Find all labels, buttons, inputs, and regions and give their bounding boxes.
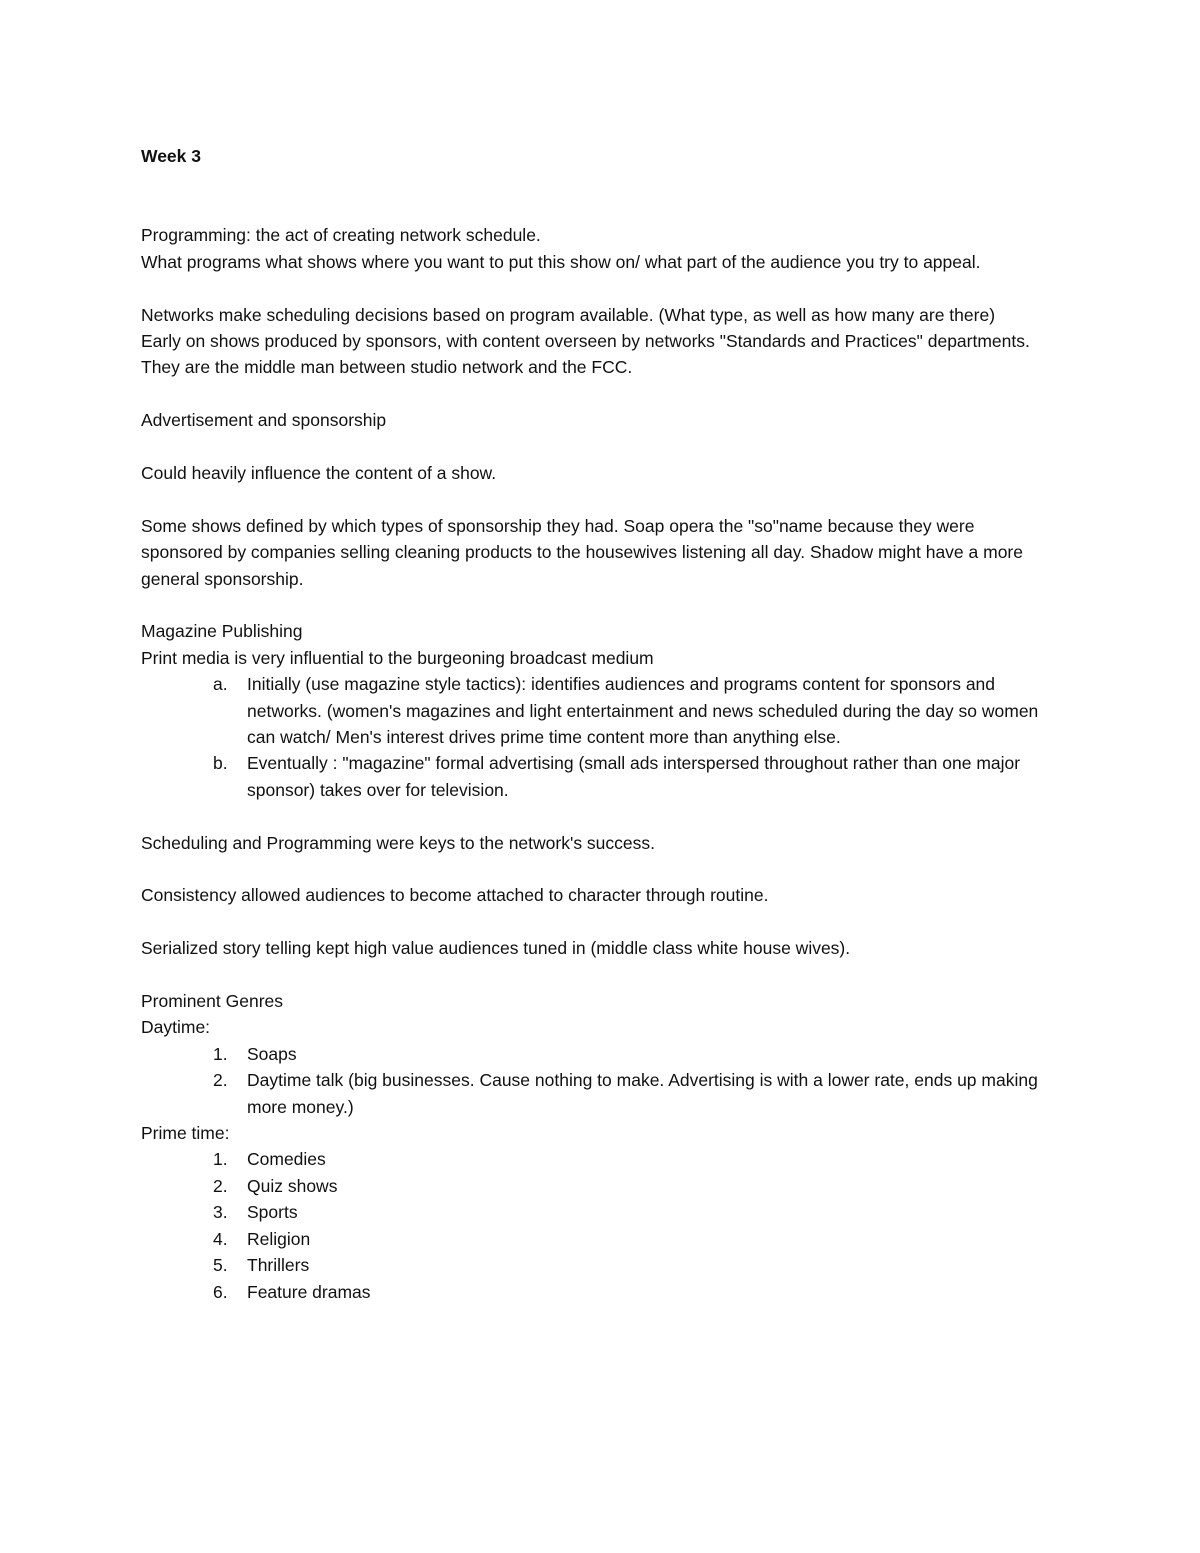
list-marker: 5. [213,1255,228,1276]
scheduling-keys-paragraph: Scheduling and Programming were keys to the network's success. [141,832,656,853]
consistency-paragraph: Consistency allowed audiences to become attached to character through routine. [141,885,769,906]
spacer [141,434,1061,460]
spacer [141,909,1061,935]
list-marker: 3. [213,1202,228,1223]
list-marker: b. [213,753,228,774]
list-item-text: Religion [247,1228,311,1249]
networks-decisions-paragraph: Networks make scheduling decisions based on program available. (What type, as well as how many are there) [141,304,996,325]
early-shows-paragraph: Early on shows produced by sponsors, with content overseen by networks "Standards and Practices" departments. They are the middle man between studio network and the FCC. [141,331,1030,378]
list-marker: 1. [213,1043,228,1064]
advertisement-influence: Could heavily influence the content of a show. [141,463,497,484]
list-item-text: Soaps [247,1043,297,1064]
magazine-intro: Print media is very influential to the burgeoning broadcast medium [141,647,654,668]
spacer [141,803,1061,829]
daytime-list [141,1041,1061,1120]
list-item [141,1199,1061,1225]
list-item-text: Eventually : "magazine" formal advertising (small ads interspersed throughout rather than one major sponsor) takes over for television. [247,753,1021,800]
list-marker: a. [213,674,228,695]
daytime-label: Daytime: [141,1017,211,1038]
list-item-text: Comedies [247,1149,326,1170]
list-item [141,1279,1061,1305]
list-marker: 1. [213,1149,228,1170]
page-title: Week 3 [141,146,201,166]
spacer [141,856,1061,882]
advertisement-heading: Advertisement and sponsorship [141,410,387,431]
magazine-heading: Magazine Publishing [141,621,303,642]
list-item [141,1067,1061,1120]
primetime-list [141,1146,1061,1304]
list-item-text: Thrillers [247,1255,310,1276]
list-item [141,1252,1061,1278]
list-marker: 2. [213,1070,228,1091]
primetime-label: Prime time: [141,1123,230,1144]
serialized-paragraph: Serialized story telling kept high value audiences tuned in (middle class white house wives). [141,938,851,959]
magazine-list [141,671,1061,803]
list-item [141,1226,1061,1252]
list-item-text: Initially (use magazine style tactics): identifies audiences and programs content for sponsors and networks. (women's magazines and light entertainment and news scheduled during the day so women can watch/ Men's interest drives prime time content more than anything else. [247,674,1039,748]
list-item-text: Quiz shows [247,1175,338,1196]
programming-detail: What programs what shows where you want to put this show on/ what part of the audience you try to appeal. [141,251,981,272]
spacer [141,592,1061,618]
list-item-text: Sports [247,1202,298,1223]
spacer [141,275,1061,301]
list-marker: 6. [213,1281,228,1302]
list-marker: 4. [213,1228,228,1249]
spacer [141,169,1061,222]
list-item-text: Daytime talk (big businesses. Cause nothing to make. Advertising is with a lower rate, ends up making more money.) [247,1070,1038,1117]
list-item [141,1173,1061,1199]
list-item [141,1146,1061,1172]
spacer [141,486,1061,512]
list-item [141,750,1061,803]
sponsorship-types-paragraph: Some shows defined by which types of sponsorship they had. Soap opera the "so"name because they were sponsored by companies selling cleaning products to the housewives listening all day. Shadow might have a more general sponsorship. [141,515,1023,589]
list-marker: 2. [213,1175,228,1196]
spacer [141,962,1061,988]
genres-heading: Prominent Genres [141,991,284,1012]
list-item-text: Feature dramas [247,1281,371,1302]
spacer [141,381,1061,407]
list-item [141,1041,1061,1067]
programming-definition: Programming: the act of creating network schedule. [141,225,541,246]
document-body [141,143,1061,1305]
list-item [141,671,1061,750]
